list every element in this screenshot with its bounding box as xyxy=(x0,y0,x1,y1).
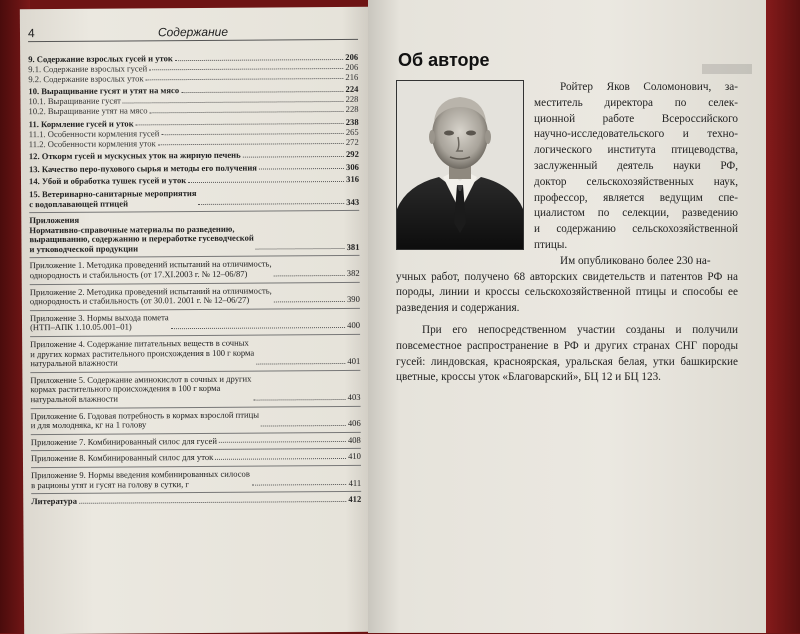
toc-entry-page: 206 xyxy=(345,61,359,72)
dot-leader xyxy=(256,248,345,250)
toc-entry-page: 228 xyxy=(345,94,359,105)
dot-leader xyxy=(79,501,346,504)
page-header xyxy=(28,21,358,42)
dot-leader xyxy=(149,68,343,70)
table-of-contents xyxy=(28,49,361,507)
divider xyxy=(31,465,361,468)
divider xyxy=(30,255,360,258)
dot-leader xyxy=(161,133,343,135)
divider xyxy=(31,491,361,494)
divider xyxy=(31,432,361,435)
toc-entry-title: 10. Выращивание гусят и утят на мясо xyxy=(28,85,180,97)
header-title: Содержание xyxy=(157,24,229,40)
bio-line: научно-исследовательского и техно- xyxy=(534,128,738,141)
toc-entry-title: Приложение 2. Методика проведений испытаний на отличимость, xyxy=(29,285,272,297)
toc-entry-title: с водоплавающей птицей xyxy=(29,197,129,209)
dot-leader xyxy=(123,101,344,104)
toc-entry-appendix[interactable] xyxy=(30,338,360,368)
bio-paragraph-publications-cont: учных работ, получено 68 авторских свидетельств и патентов РФ на породы, линии и кроссы сельскохозяйственной птицы и способы ее разведения и содержания. xyxy=(396,270,738,315)
toc-entry-appendix[interactable] xyxy=(30,286,360,306)
toc-entry-page: 411 xyxy=(348,477,362,488)
dot-leader xyxy=(136,123,344,125)
toc-entry-title: 9. Содержание взрослых гусей и уток xyxy=(28,53,173,65)
bio-line: птицы. xyxy=(534,238,568,251)
divider xyxy=(30,308,360,311)
toc-entry-title: 9.2. Содержание взрослых уток xyxy=(28,73,144,84)
dot-leader xyxy=(146,78,344,80)
toc-entry-title: Приложение 3. Нормы выхода помета xyxy=(29,312,169,324)
toc-entry-title: в рационы утят и гусят на голову в сутки, г xyxy=(31,478,189,490)
toc-entry-title: Приложение 1. Методика проведений испытаний на отличимость, xyxy=(29,258,272,271)
toc-entry[interactable] xyxy=(28,73,358,84)
toc-entry-page: 412 xyxy=(348,494,362,505)
divider xyxy=(30,282,360,285)
toc-entry-page: 390 xyxy=(346,294,360,305)
toc-entry-title: (НТП–АПК 1.10.05.001–01) xyxy=(30,321,132,333)
divider xyxy=(31,448,361,451)
toc-entry-title: натуральной влажности xyxy=(30,357,118,369)
toc-entry-title: 11.2. Особенности кормления уток xyxy=(28,137,156,149)
toc-entry-page: 403 xyxy=(347,391,361,402)
toc-entry-page: 401 xyxy=(347,356,361,367)
toc-entry[interactable] xyxy=(29,150,359,161)
divider xyxy=(30,370,360,373)
dot-leader xyxy=(256,363,345,365)
bio-line: логического института птицеводства, xyxy=(534,144,738,157)
toc-entry-appendix[interactable] xyxy=(31,436,361,447)
toc-entry-page: 381 xyxy=(346,241,360,252)
bio-paragraph-breeds: При его непосредственном участии созданы и получили повсеместное распространение в РФ и других странах СНГ породы гусей: линдовская, красноярская, уральская белая, утки башкирские цветные, кроссы уток «Благоварский», БЦ 12 и БЦ 123. xyxy=(396,323,738,384)
bio-line: Ройтер Яков Соломонович, за- xyxy=(560,81,738,93)
dot-leader xyxy=(259,168,344,170)
toc-entry-appendix[interactable] xyxy=(31,452,361,463)
dot-leader xyxy=(254,399,346,401)
toc-entry-appendix[interactable] xyxy=(31,409,361,429)
toc-entry-title: Приложение 5. Содержание аминокислот в сочных и других xyxy=(30,373,252,385)
toc-entry-appendix[interactable] xyxy=(31,469,361,489)
toc-entry-title: Литература xyxy=(31,495,78,507)
toc-entry-appendix[interactable] xyxy=(30,312,360,332)
toc-entry-title: 11. Кормление гусей и уток xyxy=(28,118,134,129)
bleed-through-text xyxy=(702,62,752,76)
toc-entry-page: 206 xyxy=(345,51,359,62)
toc-entry-title: однородность и стабильность (от 17.XI.2003 г. № 12–06/87) xyxy=(29,268,248,281)
toc-entry-title: 9.1. Содержание взрослых гусей xyxy=(28,63,148,75)
dot-leader xyxy=(219,441,346,443)
dot-leader xyxy=(261,425,346,427)
bio-text: Им опубликовано более 230 на- xyxy=(560,254,711,267)
toc-entry[interactable] xyxy=(29,137,359,148)
dot-leader xyxy=(158,143,344,145)
bio-line: и содержанию сельскохозяйственной xyxy=(534,223,738,236)
toc-entry-appendix[interactable] xyxy=(30,259,360,279)
toc-entry-title: Приложение 7. Комбинированный силос для гусей xyxy=(30,435,217,447)
toc-entry-literature[interactable] xyxy=(31,495,361,506)
dot-leader xyxy=(149,111,343,113)
toc-entry-page: 400 xyxy=(347,320,361,331)
toc-entry-title: и других кормах растительного происхождения в 100 г корма xyxy=(30,347,255,359)
bio-line: циалистом по селекции, разведению xyxy=(534,207,738,220)
toc-entry-title: 14. Убой и обработка тушек гусей и уток xyxy=(28,175,187,187)
toc-entry-page: 228 xyxy=(345,104,359,115)
bio-line: меститель директора по селек- xyxy=(534,96,738,109)
dot-leader xyxy=(243,156,344,158)
divider xyxy=(29,210,359,213)
right-page xyxy=(368,0,766,633)
toc-entry-page: 272 xyxy=(345,136,359,147)
toc-entry-title: 11.1. Особенности кормления гусей xyxy=(28,127,160,139)
bio-paragraph-publications xyxy=(534,254,738,270)
toc-entry-page: 306 xyxy=(346,161,359,172)
toc-entry-title: 12. Откорм гусей и мускусных уток на жирную печень xyxy=(28,149,241,162)
toc-entry-page: 410 xyxy=(348,451,361,462)
toc-entry-page: 216 xyxy=(345,71,359,82)
toc-entry-title: выращиванию, содержанию и переработке гусеводческой xyxy=(29,232,254,245)
toc-entry-appendix[interactable] xyxy=(30,374,360,404)
toc-entry[interactable] xyxy=(29,163,359,174)
toc-entry-page: 408 xyxy=(347,434,361,445)
author-bio xyxy=(396,80,738,386)
divider xyxy=(30,334,360,337)
book-cover-right-edge xyxy=(762,0,800,633)
toc-entry-page: 292 xyxy=(345,148,359,160)
divider xyxy=(31,405,361,408)
toc-entry-title: и для молодняка, кг на 1 голову xyxy=(30,419,147,431)
toc-entry-appendix-intro[interactable] xyxy=(29,224,359,254)
dot-leader xyxy=(171,327,345,329)
bio-line: профессор, является ведущим спе- xyxy=(534,191,738,204)
bio-line: ционной работе Всероссийского xyxy=(534,112,738,125)
toc-entry-title: кормах растительного происхождения в 100 г корма xyxy=(30,383,221,395)
toc-entry-title: однородность и стабильность (от 30.01. 2001 г. № 12–06/27) xyxy=(29,294,250,307)
dot-leader xyxy=(199,203,345,205)
dot-leader xyxy=(215,458,346,460)
toc-entry-title: Приложение 4. Содержание питательных веществ в сочных xyxy=(30,337,249,350)
toc-entry-title: Приложение 8. Комбинированный силос для уток xyxy=(30,452,214,464)
dot-leader xyxy=(181,91,343,93)
toc-entry-title: Приложение 6. Годовая потребность в кормах взрослой птицы xyxy=(30,409,260,421)
toc-entry-title: и утководческой продукции xyxy=(29,243,139,255)
toc-entry-page: 343 xyxy=(346,196,360,207)
toc-entry[interactable] xyxy=(29,105,359,116)
toc-entry[interactable] xyxy=(29,175,359,186)
bio-line: доктор сельскохозяйственных наук, xyxy=(534,175,738,188)
dot-leader xyxy=(274,301,345,302)
toc-entry-page: 224 xyxy=(345,84,359,95)
toc-entry-page: 316 xyxy=(346,174,360,185)
page-number: 4 xyxy=(27,26,35,41)
toc-entry-page: 265 xyxy=(345,126,359,137)
toc-entry-title: 10.2. Выращивание утят на мясо xyxy=(28,105,148,117)
toc-entry-page: 238 xyxy=(345,116,359,127)
appendix-heading: Приложения xyxy=(29,214,80,226)
dot-leader xyxy=(188,181,344,183)
toc-entry-title: натуральной влажности xyxy=(30,393,119,405)
toc-entry-title: 10.1. Выращивание гусят xyxy=(28,95,121,107)
dot-leader xyxy=(274,275,345,276)
bio-intro xyxy=(534,80,738,254)
toc-entry-title: 15. Ветеринарно-санитарные мероприятия xyxy=(29,187,197,200)
bio-line: заслуженный деятель науки РФ, xyxy=(534,159,738,172)
toc-entry-chapter-15[interactable] xyxy=(29,188,359,208)
toc-entry-title: Приложение 9. Нормы введения комбинированных силосов xyxy=(31,468,250,481)
toc-entry-title: Нормативно-справочные материалы по разведению, xyxy=(29,223,235,235)
left-page xyxy=(20,7,374,634)
toc-entry-page: 382 xyxy=(346,267,360,279)
dot-leader xyxy=(252,484,347,486)
about-author-heading: Об авторе xyxy=(398,50,490,70)
toc-entry-page: 406 xyxy=(347,418,361,429)
toc-entry-title: 13. Качество перо-пухового сырья и методы его получения xyxy=(28,162,257,174)
dot-leader xyxy=(175,59,343,61)
